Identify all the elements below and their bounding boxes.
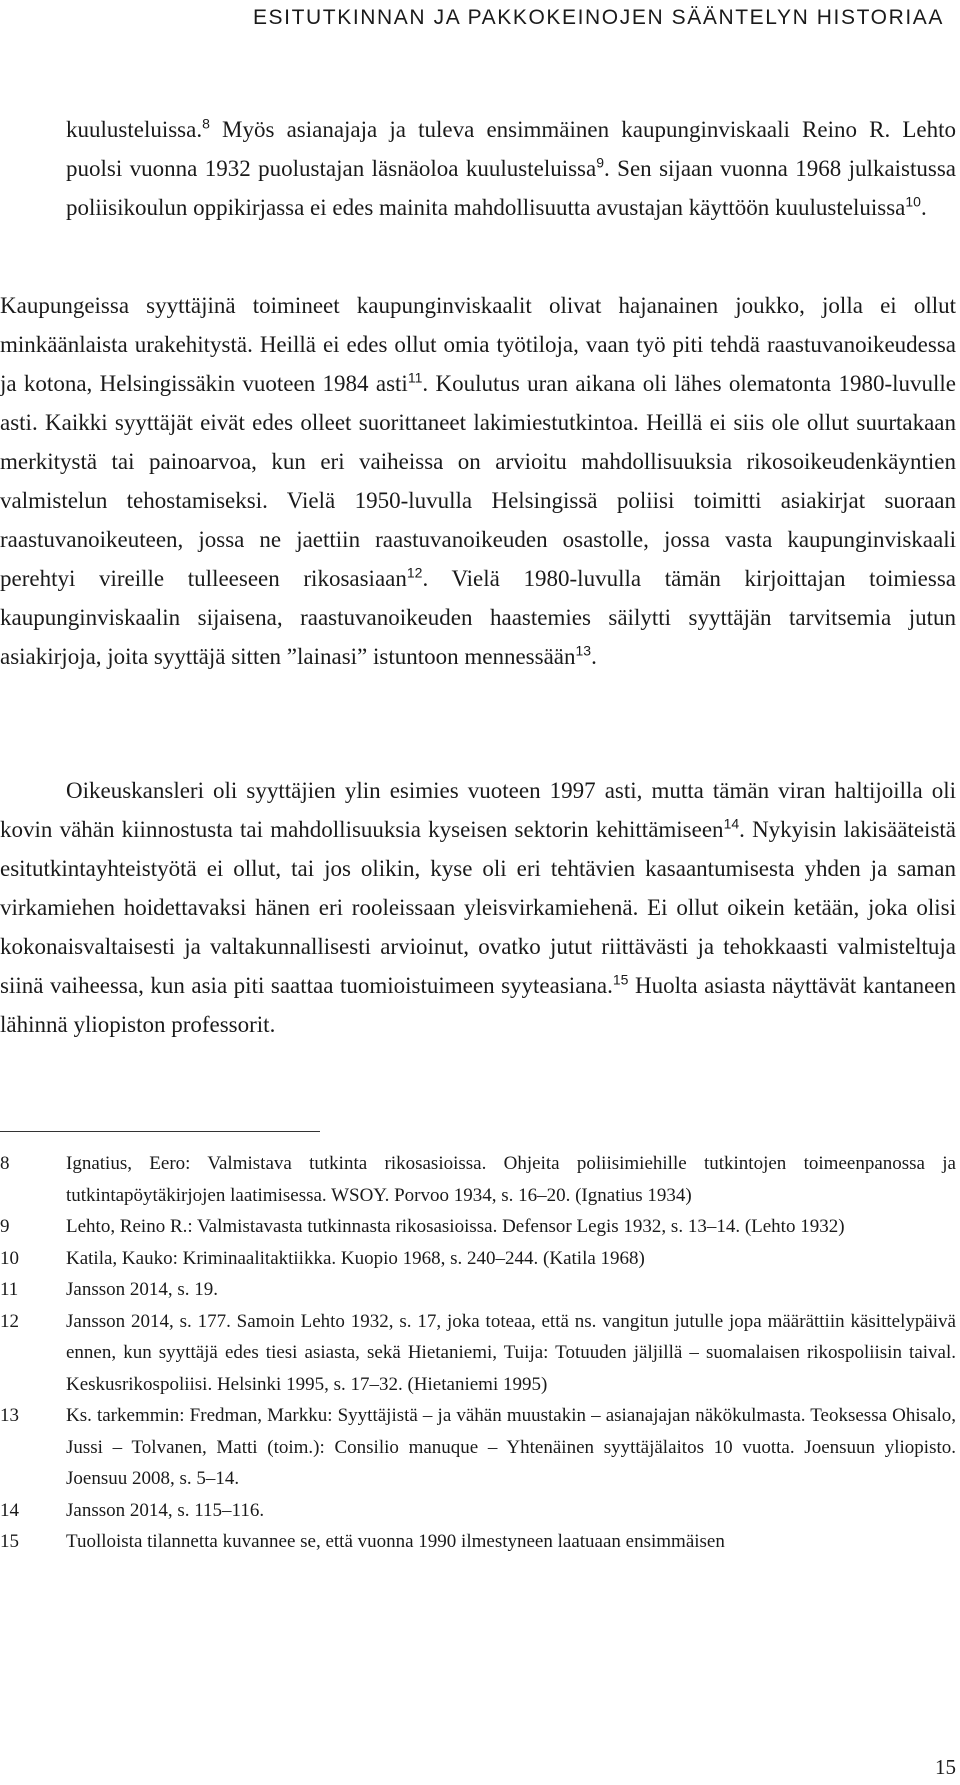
footnote-ref-9[interactable]: 9 bbox=[596, 154, 605, 171]
footnote-text: Katila, Kauko: Kriminaalitaktiikka. Kuopio 1968, s. 240–244. (Katila 1968) bbox=[66, 1247, 645, 1269]
paragraph-3 bbox=[0, 771, 956, 1044]
paragraph-3-text-c: Huolta asiasta näyttävät kantaneen lähinnä yliopiston professorit. bbox=[0, 973, 956, 1037]
footnote-item bbox=[0, 1495, 956, 1527]
footnote-ref-13[interactable]: 13 bbox=[575, 642, 592, 659]
footnote-number: 15 bbox=[0, 1531, 19, 1552]
footnote-ref-10[interactable]: 10 bbox=[905, 193, 921, 210]
footnote-separator bbox=[0, 1131, 320, 1132]
paragraph-2-text-b: . Koulutus uran aikana oli lähes olematonta 1980-luvulle asti. Kaikki syyttäjät eivät edes olleet suorittaneet lakimiestutkintoa. Heillä ei siis ole ollut suurtakaan merkitystä tai painoarvoa, kun eri vaiheissa on arvioitu mahdollisuuksia rikosoikeudenkäyntien valmistelun tehostamiseksi. Vielä 1950-luvulla Helsingissä poliisi toimitti asiakirjat suoraan raastuvanoikeuteen, jossa ne jaettiin raastuvanoikeuden osastolle, jossa vasta kaupunginviskaali perehtyi vireille tulleeseen rikosasiaan bbox=[0, 371, 956, 591]
footnote-ref-11[interactable]: 11 bbox=[407, 369, 423, 386]
footnote-item bbox=[0, 1211, 956, 1243]
footnote-text: Ignatius, Eero: Valmistava tutkinta rikosasioissa. Ohjeita poliisimiehille tutkintojen toimeenpanossa ja tutkintapöytäkirjojen laatimisessa. WSOY. Porvoo 1934, s. 16–20. (Ignatius 1934) bbox=[66, 1153, 956, 1206]
footnote-ref-15[interactable]: 15 bbox=[612, 971, 629, 988]
footnote-ref-8[interactable]: 8 bbox=[202, 115, 210, 132]
footnote-number: 11 bbox=[0, 1279, 19, 1300]
paragraph-3-text-a: Oikeuskansleri oli syyttäjien ylin esimies vuoteen 1997 asti, mutta tämän viran haltijoilla oli kovin vähän kiinnostusta tai mahdollisuuksia kyseisen sektorin kehittämiseen bbox=[0, 778, 956, 842]
footnote-number: 13 bbox=[0, 1405, 19, 1426]
footnote-number: 8 bbox=[0, 1153, 10, 1174]
footnote-number: 9 bbox=[0, 1216, 10, 1237]
footnote-item bbox=[0, 1400, 956, 1495]
paragraph-1-text-d: . bbox=[920, 195, 927, 220]
paragraph-3-text-b: . Nykyisin lakisääteistä esitutkintayhteistyötä ei ollut, tai jos olikin, kyse oli eri tehtävien kasaantumisesta yhden ja saman virkamiehen hoidettavaksi hänen eri rooleissaan yleisvirkamiehenä. Ei ollut oikein ketään, joka olisi kokonaisvaltaisesti ja valtakunnallisesti arvioinut, ovatko jutut riittävästi ja tehokkaasti valmisteltuja siinä vaiheessa, kun asia piti saattaa tuomioistuimeen syyteasiana. bbox=[0, 817, 956, 998]
page-number: 15 bbox=[935, 1755, 956, 1779]
footnote-item bbox=[0, 1526, 956, 1558]
footnote-text: Jansson 2014, s. 19. bbox=[66, 1279, 219, 1300]
paragraph-1-text-b: Myös asianajaja ja tuleva ensimmäinen kaupunginviskaali Reino R. Lehto puolsi vuonna 1932 puolustajan läsnäoloa kuulusteluissa bbox=[66, 117, 956, 181]
paragraph-2-text-a: Kaupungeissa syyttäjinä toimineet kaupunginviskaalit olivat hajanainen joukko, jolla ei ollut minkäänlaista urakehitystä. Heillä ei edes ollut omia työtiloja, vaan työ piti tehdä raastuvanoikeudessa ja kotona, Helsingissäkin vuoteen 1984 asti bbox=[0, 293, 956, 396]
footnotes bbox=[0, 1148, 956, 1558]
footnote-ref-14[interactable]: 14 bbox=[723, 815, 740, 832]
footnote-text: Ks. tarkemmin: Fredman, Markku: Syyttäjistä – ja vähän muustakin – asianajajan näkökulmasta. Teoksessa Ohisalo, Jussi – Tolvanen, Matti (toim.): Consilio manuque – Yhtenäinen syyttäjälaitos 10 vuotta. Joensuun yliopisto. Joensuu 2008, s. 5–14. bbox=[66, 1405, 956, 1489]
footnote-number: 14 bbox=[0, 1499, 19, 1521]
footnote-text: Jansson 2014, s. 115–116. bbox=[66, 1499, 265, 1521]
paragraph-1 bbox=[0, 110, 956, 227]
footnote-item bbox=[0, 1243, 956, 1275]
paragraph-2-text-c: . Vielä 1980-luvulla tämän kirjoittajan toimiessa kaupunginviskaalin sijaisena, raastuvanoikeuden haastemies säilytti syyttäjän tarvitsemia jutun asiakirjoja, joita syyttäjä sitten ”lainasi” istuntoon mennessään bbox=[0, 566, 956, 669]
footnote-item bbox=[0, 1306, 956, 1401]
footnote-number: 10 bbox=[0, 1247, 19, 1269]
paragraph-2 bbox=[0, 286, 956, 676]
paragraph-1-text-a: kuulusteluissa. bbox=[66, 117, 203, 142]
paragraph-2-text-d: . bbox=[591, 644, 597, 669]
footnote-text: Lehto, Reino R.: Valmistavasta tutkinnasta rikosasioissa. Defensor Legis 1932, s. 13–14. (Lehto 1932) bbox=[66, 1216, 845, 1237]
footnote-ref-12[interactable]: 12 bbox=[406, 564, 423, 581]
footnote-item bbox=[0, 1274, 956, 1306]
paragraph-1-text-c: . Sen sijaan vuonna 1968 julkaistussa poliisikoulun oppikirjassa ei edes mainita mahdollisuutta avustajan käyttöön kuulusteluissa bbox=[66, 156, 956, 220]
running-header: ESITUTKINNAN JA PAKKOKEINOJEN SÄÄNTELYN HISTORIAA bbox=[252, 6, 944, 29]
footnote-item bbox=[0, 1148, 956, 1211]
footnote-text: Tuolloista tilannetta kuvannee se, että vuonna 1990 ilmestyneen laatuaan ensimmäisen bbox=[66, 1531, 725, 1552]
footnote-text: Jansson 2014, s. 177. Samoin Lehto 1932, s. 17, joka toteaa, että ns. vangitun jutulle jopa määrättiin käsittelypäivä ennen, kun syyttäjä edes tiesi asiasta, sekä Hietaniemi, Tuija: Totuuden jäljillä – suomalaisen rikospoliisin taival. Keskusrikospoliisi. Helsinki 1995, s. 17–32. (Hietaniemi 1995) bbox=[66, 1310, 956, 1395]
footnote-number: 12 bbox=[0, 1310, 19, 1332]
